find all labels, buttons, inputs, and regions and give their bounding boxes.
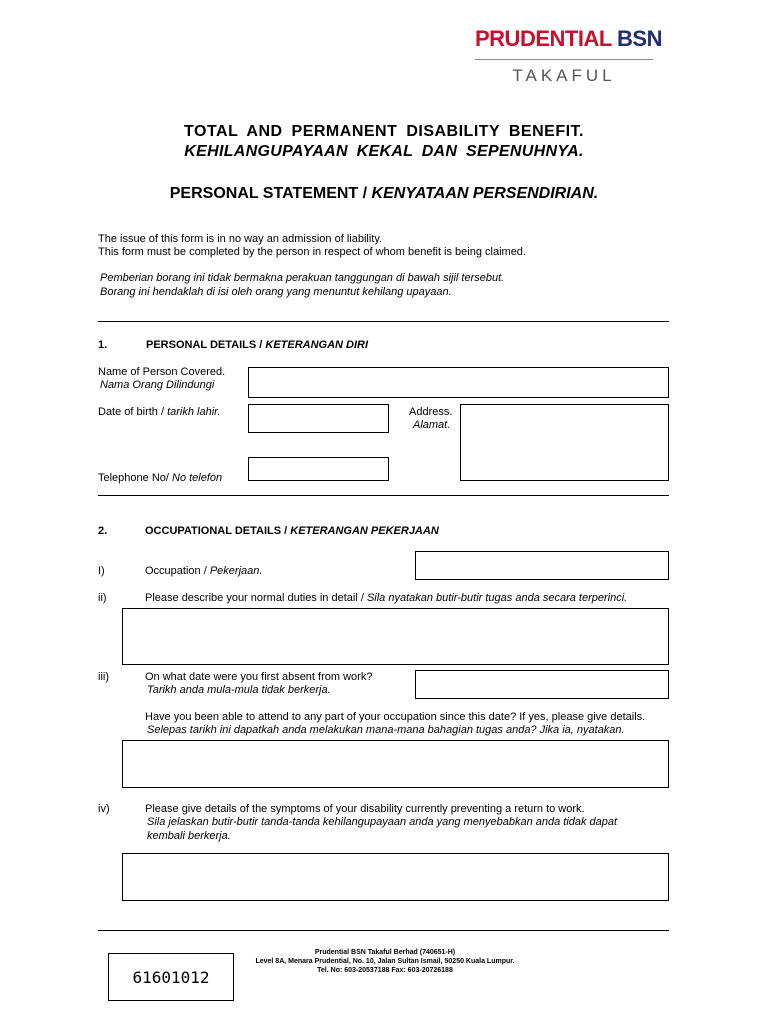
section1-heading (146, 338, 368, 352)
attend-work-label-ms: Selepas tarikh ini dapatkah anda melakukan mana-mana bahagian tugas anda? Jika ia, nyatakan. (147, 724, 625, 736)
absent-date-label: On what date were you first absent from work? (145, 671, 373, 683)
section1-title-ms: KETERANGAN DIRI (265, 339, 369, 351)
name-label: Name of Person Covered. (98, 366, 226, 378)
occupation-label-en: Occupation / (145, 565, 210, 577)
q3-number: iii) (98, 671, 109, 683)
footer-divider (98, 930, 669, 931)
phone-label-en: Telephone No/ (98, 472, 172, 484)
subtitle-ms: KENYATAAN PERSENDIRIAN. (371, 185, 599, 202)
logo-divider (475, 59, 653, 60)
section2-title-ms: KETERANGAN PEKERJAAN (290, 525, 439, 537)
intro-ms-2: Borang ini hendaklah di isi oleh orang yang menuntut kehilang upayaan. (100, 286, 452, 298)
duties-label (145, 591, 627, 605)
attend-work-field[interactable] (122, 740, 669, 788)
footer-company: Prudential BSN Takaful Berhad (740651-H) (314, 949, 456, 956)
occupation-field[interactable] (415, 551, 669, 580)
dob-label-ms: tarikh lahir. (167, 406, 221, 418)
intro-ms-1: Pemberian borang ini tidak bermakna perakuan tanggungan di bawah sijil tersebut. (100, 272, 505, 284)
footer-address: Level 8A, Menara Prudential, No. 10, Jalan Sultan Ismail, 50250 Kuala Lumpur. (255, 958, 515, 965)
divider (98, 495, 669, 496)
address-label: Address. (409, 406, 453, 418)
q1-number: I) (98, 565, 105, 577)
logo-prudential-text: PRUDENTIAL (475, 26, 612, 51)
symptoms-field[interactable] (122, 853, 669, 901)
absent-date-label-ms: Tarikh anda mula-mula tidak berkerja. (147, 684, 331, 696)
footer-contact: Tel. No: 603-20537188 Fax: 603-20726188 (317, 967, 453, 974)
address-field[interactable] (460, 404, 669, 481)
dob-field[interactable] (248, 404, 389, 433)
name-label-ms: Nama Orang Dilindungi (100, 379, 215, 391)
symptoms-label-ms-2: kembali berkerja. (147, 830, 231, 842)
duties-field[interactable] (122, 608, 669, 665)
logo-takaful-text: TAKAFUL (512, 66, 616, 85)
dob-label-en: Date of birth / (98, 406, 168, 418)
logo-wordmark (475, 26, 662, 52)
symptoms-label: Please give details of the symptoms of your disability currently preventing a return to work. (145, 803, 585, 815)
divider (98, 321, 669, 322)
name-field[interactable] (248, 367, 669, 398)
form-code: 61601012 (108, 953, 234, 1001)
intro-en-1: The issue of this form is in no way an admission of liability. (98, 233, 383, 245)
dob-label (98, 405, 220, 419)
occupation-label-ms: Pekerjaan. (209, 565, 263, 577)
phone-label (98, 471, 222, 485)
subtitle-en: PERSONAL STATEMENT / (169, 185, 372, 202)
q4-number: iv) (98, 803, 110, 815)
address-label-ms: Alamat. (413, 419, 451, 431)
company-logo (475, 20, 665, 98)
occupation-label (145, 564, 262, 578)
form-title-malay: KEHILANGUPAYAAN KEKAL DAN SEPENUHNYA. (184, 143, 584, 160)
section2-number: 2. (98, 525, 108, 537)
section1-number: 1. (98, 339, 108, 351)
symptoms-label-ms-1: Sila jelaskan butir-butir tanda-tanda kehilangupayaan anda yang menyebabkan anda tidak dapat (147, 816, 618, 828)
section2-heading (145, 524, 439, 538)
intro-en-2: This form must be completed by the person in respect of whom benefit is being claimed. (98, 246, 526, 258)
section1-title-en: PERSONAL DETAILS / (146, 339, 266, 351)
duties-label-ms: Sila nyatakan butir-butir tugas anda secara terperinci. (366, 592, 628, 604)
phone-field[interactable] (248, 457, 389, 481)
form-title: TOTAL AND PERMANENT DISABILITY BENEFIT. (184, 123, 584, 140)
section2-title-en: OCCUPATIONAL DETAILS / (145, 525, 291, 537)
q2-number: ii) (98, 592, 107, 604)
phone-label-ms: No telefon (172, 472, 223, 484)
absent-date-field[interactable] (415, 670, 669, 699)
form-subtitle (0, 185, 768, 203)
logo-bsn-text: BSN (617, 26, 662, 51)
duties-label-en: Please describe your normal duties in detail / (145, 592, 367, 604)
attend-work-label: Have you been able to attend to any part of your occupation since this date? If yes, please give details. (145, 711, 646, 723)
